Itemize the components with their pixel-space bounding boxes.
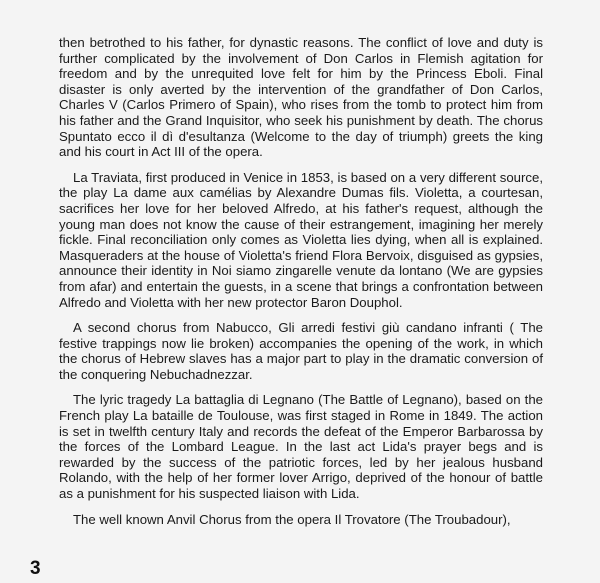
paragraph-don-carlos-continuation: then betrothed to his father, for dynastic reasons. The conflict of love and duty is further complicated by the involvement of Don Carlos in Flemish agitation for freedom and by the unrequited love felt for him by the Princess Eboli. Final disaster is only averted by the intervention of the grandfather of Don Carlos, Charles V (Carlos Primero of Spain), who rises from the tomb to protect him from his father and the Grand Inquisitor, who seek his punishment by death. The chorus Spuntato ecco il dì d'esultanza (Welcome to the day of triumph) greets the king and his court in Act III of the opera. [59, 35, 543, 160]
paragraph-battaglia-di-legnano: The lyric tragedy La battaglia di Legnano (The Battle of Legnano), based on the French play La bataille de Toulouse, was first staged in Rome in 1849. The action is set in twelfth century Italy and records the defeat of the Emperor Barbarossa by the forces of the Lombard League. In the last act Lida's prayer begs and is rewarded by the success of the patriotic forces, led by her jealous husband Rolando, with the help of her former lover Arrigo, deprived of the honour of battle as a punishment for his suspected liaison with Lida. [59, 392, 543, 502]
paragraph-il-trovatore: The well known Anvil Chorus from the opera Il Trovatore (The Troubadour), [73, 511, 511, 527]
body-text [59, 35, 543, 527]
paragraph-nabucco: A second chorus from Nabucco, Gli arredi festivi giù candano infranti ( The festive trappings now lie broken) accompanies the opening of the work, in which the chorus of Hebrew slaves has a major part to play in the dramatic conversion of the conquering Nebuchadnezzar. [59, 320, 543, 382]
page-number: 3 [30, 558, 41, 579]
paragraph-la-traviata: La Traviata, first produced in Venice in 1853, is based on a very different source, the play La dame aux camélias by Alexandre Dumas fils. Violetta, a courtesan, sacrifices her love for her beloved Alfredo, at his father's request, although the young man does not know the cause of their estrangement, imagining her merely fickle. Final reconciliation only comes as Violetta lies dying, when all is explained. Masqueraders at the house of Violetta's friend Flora Bervoix, disguised as gypsies, announce their identity in Noi siamo zingarelle venute da lontano (We are gypsies from afar) and entertain the guests, in a scene that brings a confrontation between Alfredo and Violetta with her new protector Baron Douphol. [59, 169, 543, 310]
